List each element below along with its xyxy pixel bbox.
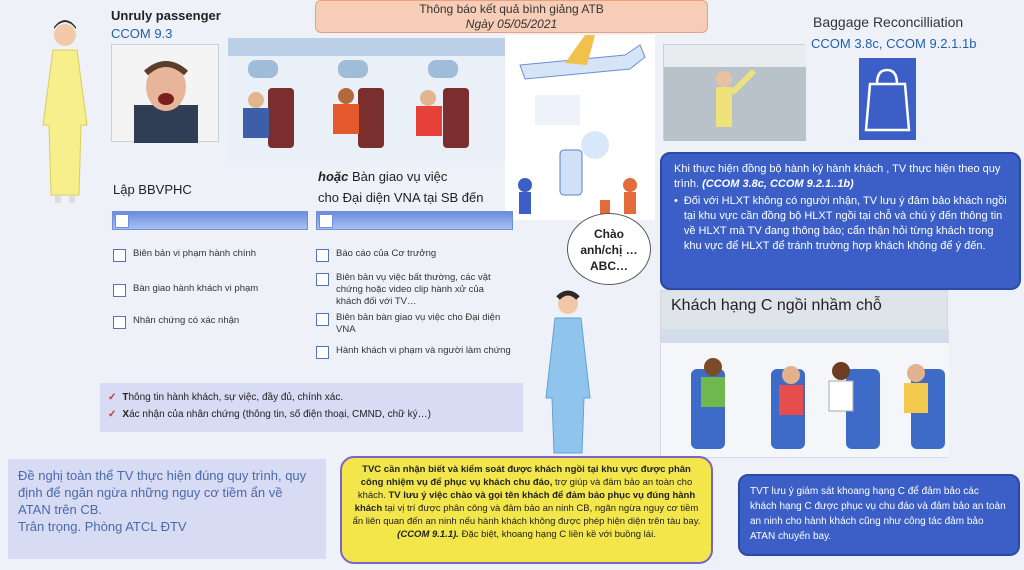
left-col-bar	[112, 211, 308, 230]
left-item: Biên bản vi phạm hành chính	[113, 248, 303, 262]
unruly-title: Unruly passenger	[111, 8, 221, 23]
flight-attendant-illustration	[25, 15, 105, 205]
mid-item: Biên bản bàn giao vụ việc cho Đại diện VNA	[316, 312, 511, 336]
header-banner	[315, 0, 708, 33]
angry-passenger-photo	[111, 44, 219, 142]
mid-item: Báo cáo của Cơ trưởng	[316, 248, 511, 262]
left-item: Nhân chứng có xác nhận	[113, 315, 303, 329]
baggage-code: CCOM 3.8c, CCOM 9.2.1.1b	[811, 36, 977, 51]
mid-col-heading: hoặc Bàn giao vụ việc cho Đại diện VNA tại SB đến	[318, 169, 484, 205]
airport-travel-illustration	[505, 35, 655, 220]
note-item: ✓ Xác nhận của nhân chứng (thông tin, số điện thoại, CMND, chữ ký…)	[108, 409, 431, 420]
shopping-bag-icon	[859, 58, 916, 140]
header-title: Thông báo kết quả bình giảng ATB	[419, 2, 604, 16]
notes-box	[100, 383, 523, 432]
checkbox[interactable]	[316, 346, 329, 359]
info-box: Khi thực hiện đồng bộ hành ký hành khách , TV thực hiện theo quy trình. (CCOM 3.8c, CCOM 9.2.1..1b) • Đối với HLXT không có người nhận, TV lưu ý đảm bảo khách ngồi tại khu vực cần đồng bộ HLXT ngồi tại chỗ và chú ý đến thông tin về HLXT mà TV đang thông báo; cẩn thận hỏi từng khách trong khu vực để HLXT để tránh trường hợp khách không để ý đến.	[660, 152, 1021, 290]
baggage-title: Baggage Reconcilliation	[813, 14, 964, 30]
mid-col-bar	[316, 211, 513, 230]
header-date: Ngày 05/05/2021	[465, 17, 558, 31]
flight-attendant-greeting-illustration	[528, 288, 608, 458]
mid-item: Hành khách vi phạm và người làm chứng	[316, 345, 511, 359]
checkbox[interactable]	[113, 284, 126, 297]
note-item: ✓ Thông tin hành khách, sự việc, đầy đủ, chính xác.	[108, 392, 344, 403]
mid-item: Biên bản vụ việc bất thường, các vật chứng hoặc video clip hành xử của khách đối với TV…	[316, 272, 511, 308]
tvt-box: TVT lưu ý giám sát khoang hạng C để đảm bảo các khách hạng C được phục vụ chu đáo và đảm bảo an toàn an ninh cho hành khách cũng như công tác đảm bảo ATAN chuyến bay.	[738, 474, 1020, 556]
check-icon: ✓	[108, 392, 117, 403]
checkbox[interactable]	[316, 313, 329, 326]
cabin-seats-illustration	[228, 38, 506, 162]
checkbox[interactable]	[113, 249, 126, 262]
left-col-heading: Lập BBVPHC	[113, 182, 192, 197]
checkbox[interactable]	[113, 316, 126, 329]
class-c-title: Khách hạng C ngồi nhầm chỗ	[661, 291, 947, 329]
info-bullet: Đối với HLXT không có người nhận, TV lưu ý đảm bảo khách ngồi tại khu vực cần đồng bộ HLXT ngồi tại chỗ và chú ý đến thông tin về HLXT mà TV đang thông báo; cẩn thận hỏi từng khách trong khu vực để HLXT để tránh trường hợp khách không để ý đến.	[683, 195, 1007, 252]
cabin-crew-baggage-photo	[663, 44, 805, 140]
left-item: Bàn giao hành khách vi phạm	[113, 283, 303, 297]
check-icon: ✓	[108, 409, 117, 420]
speech-bubble: Chào anh/chị …ABC…	[567, 213, 651, 285]
checkbox[interactable]	[316, 249, 329, 262]
checkbox[interactable]	[316, 273, 329, 286]
signature: Trân trọng. Phòng ATCL ĐTV	[18, 519, 187, 534]
unruly-code: CCOM 9.3	[111, 26, 173, 41]
class-c-passengers-illustration	[661, 329, 949, 457]
yellow-note: TVC cần nhận biết và kiểm soát được khách ngồi tại khu vực được phân công nhiệm vụ để phục vụ khách chu đáo, trợ giúp và đảm bảo an toàn cho khách. TV lưu ý việc chào và gọi tên khách để đảm bảo phục vụ đúng hành khách tại vị trí được phân công và đảm bảo an ninh CB, ngăn ngừa nguy cơ tiềm ẩn liên quan đến an ninh nếu hành khách không được phép hiện diện trên tàu bay. (CCOM 9.1.1). Đặc biệt, khoang hạng C liền kề với buồng lái.	[340, 456, 713, 564]
class-c-panel	[660, 290, 948, 458]
bottom-left-message: Đề nghị toàn thể TV thực hiện đúng quy trình, quy định để ngăn ngừa những nguy cơ tiềm ẩn về ATAN trên CB. Trân trọng. Phòng ATCL ĐTV	[8, 459, 326, 559]
